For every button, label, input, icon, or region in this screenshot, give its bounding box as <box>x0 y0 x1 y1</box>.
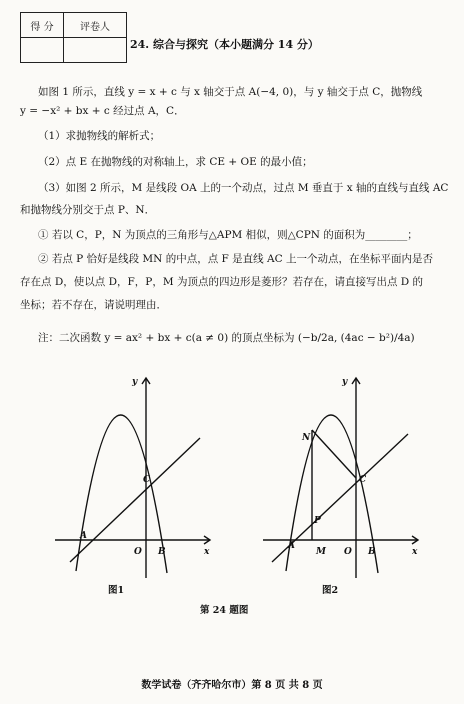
figure-1 <box>50 368 220 583</box>
label-o: O <box>134 547 142 557</box>
segment-nc <box>312 430 356 478</box>
score-table <box>20 12 127 63</box>
problem-line: y = −x² + bx + c 经过点 A，C． <box>20 105 185 117</box>
parabola <box>76 415 167 573</box>
label-m: M <box>316 547 326 557</box>
problem-note: 注：二次函数 y = ax² + bx + c(a ≠ 0) 的顶点坐标为 (−b/2a, (4ac − b²)/4a) <box>38 332 415 344</box>
page-footer: 数学试卷（齐齐哈尔市）第 8 页 共 8 页 <box>141 680 323 691</box>
label-y: y <box>342 377 348 387</box>
label-o: O <box>344 547 352 557</box>
score-label: 得 分 <box>21 13 64 38</box>
figures-caption: 第 24 题图 <box>200 605 249 616</box>
label-b: B <box>158 547 166 557</box>
label-a: A <box>80 531 87 541</box>
problem-line: 坐标；若不存在，请说明理由． <box>20 299 167 311</box>
label-x: x <box>412 547 418 557</box>
label-n: N <box>302 433 311 443</box>
problem-line: 存在点 D，使以点 D，F，P，M 为顶点的四边形是菱形？若存在，请直接写出点 D 的 <box>20 276 424 288</box>
label-a: A <box>288 541 295 551</box>
label-p: P <box>314 516 321 526</box>
problem-line: （3）如图 2 所示，M 是线段 OA 上的一个动点，过点 M 垂直于 x 轴的直线与直线 AC <box>38 182 449 194</box>
parabola <box>286 415 378 573</box>
label-c: C <box>143 475 151 485</box>
problem-line: （1）求抛物线的解析式； <box>38 130 161 142</box>
problem-line: 和抛物线分别交于点 P、N． <box>20 204 156 216</box>
problem-title: 24. 综合与探究（本小题满分 14 分） <box>130 38 319 51</box>
problem-line: 如图 1 所示，直线 y = x + c 与 x 轴交于点 A(−4, 0)，与 y 轴交于点 C，抛物线 <box>38 86 423 98</box>
label-y: y <box>132 377 138 387</box>
problem-line: ① 若以 C，P，N 为顶点的三角形与△APM 相似，则△CPN 的面积为________； <box>38 229 418 241</box>
figure-2 <box>258 368 428 583</box>
line-ac <box>70 438 200 562</box>
figure-2-caption: 图2 <box>322 585 339 596</box>
figure-1-caption: 图1 <box>108 585 125 596</box>
problem-line: ② 若点 P 恰好是线段 MN 的中点，点 F 是直线 AC 上一个动点，在坐标平面内是否 <box>38 253 433 265</box>
label-b: B <box>368 547 376 557</box>
grader-cell <box>64 38 127 63</box>
problem-line: （2）点 E 在抛物线的对称轴上，求 CE + OE 的最小值； <box>38 156 313 168</box>
grader-label: 评卷人 <box>64 13 127 38</box>
label-c: C <box>359 475 367 485</box>
label-x: x <box>204 547 210 557</box>
score-cell <box>21 38 64 63</box>
